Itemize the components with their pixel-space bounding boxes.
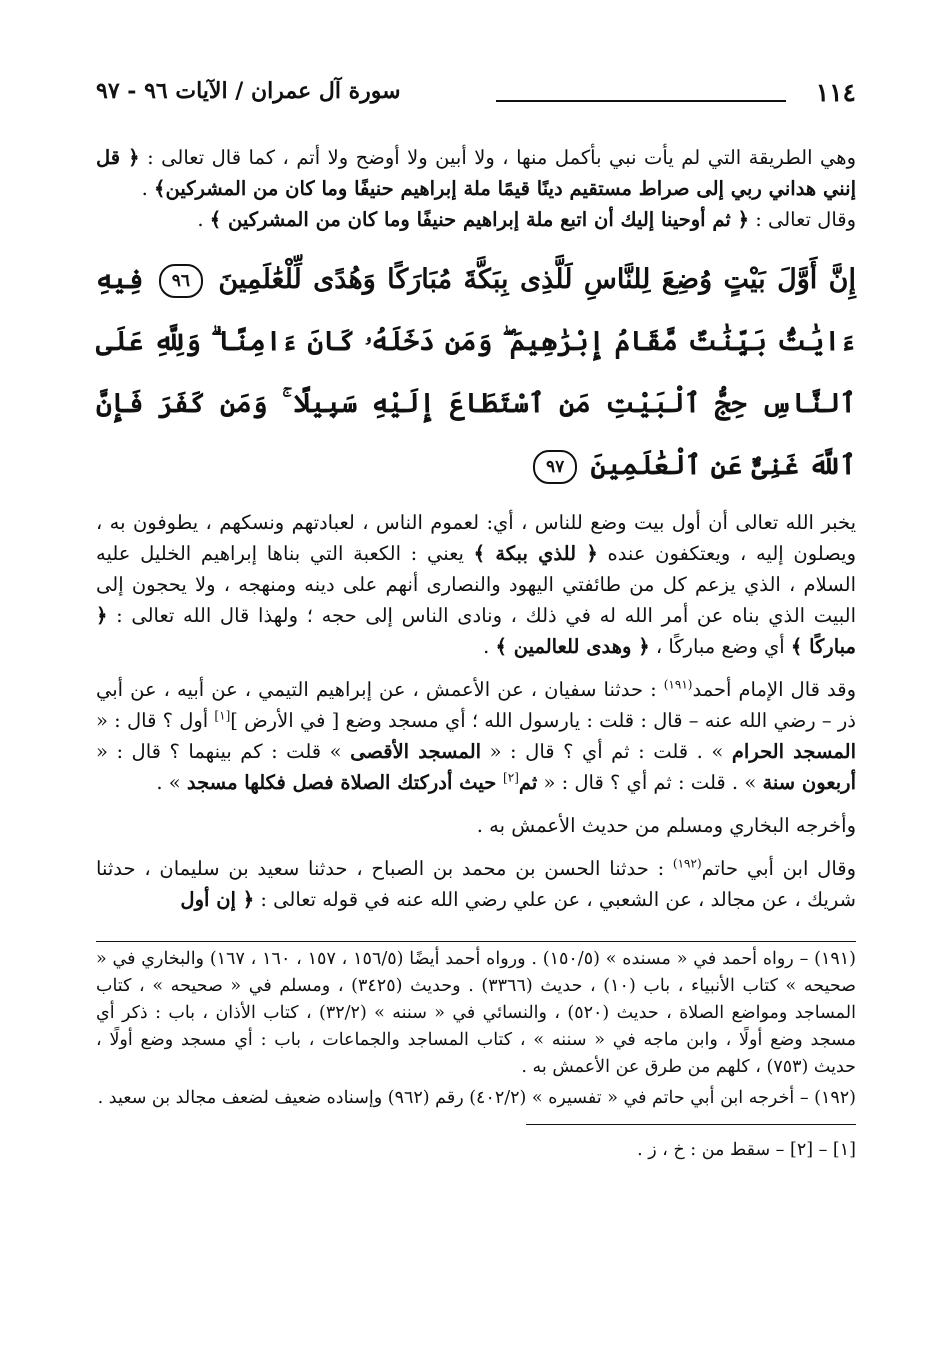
footnote-ref-191: (١٩١) [663,677,693,692]
footnote-ref-192: (١٩٢) [672,856,702,871]
footnote-192: (١٩٢) – أخرجه ابن أبي حاتم في « تفسيره » (٤٠٢/٢) رقم (٩٦٢) وإسناده ضعيف لضعف مجالد بن سعيد . [97,1088,856,1108]
commentary-text: يعني : الكعبة التي بناها إبراهيم الخليل عليه السلام ، الذي يزعم كل من طائفتي اليهود والنصارى أنهم على دينه ومنهجه ، ولا يحجون إلى البيت الذي بناه عن أمر الله له في ذلك ، ونادى الناس إلى حجه ؛ ولهذا قال الله تعالى : [96,542,856,627]
commentary-paragraph [96,507,856,662]
hadith-text: » . قلت : ثم أي ؟ قال : « [537,771,763,794]
hadith-text: : حدثنا الحسن بن محمد بن الصباح ، حدثنا سعيد بن سليمان ، حدثنا شريك ، عن مجالد ، عن الشعبي ، عن علي رضي الله عنه في قوله تعالى : [96,857,856,911]
intro-text: وقال تعالى : [749,208,856,231]
hadith-bold: ثم [518,771,538,794]
footnote-191: (١٩١) – رواه أحمد في « مسنده » (١٥٠/٥) . ورواه أحمد أيضًا (١٥٦/٥ ، ١٥٧ ، ١٦٠ ، ١٦٧) والبخاري في « صحيحه » كتاب الأنبياء ، باب (١٠) ، حديث (٣٣٦٦) . وحديث (٣٤٢٥) ، ومسلم في « صحيحه » ، كتاب المساجد ومواضع الصلاة ، حديث (٥٢٠) ، والنسائي في « سننه » (٣٢/٢) ، كتاب الأذان ، باب : ذكر أي مسجد وضع أولًا ، وابن ماجه في « سننه » ، كتاب المساجد والجماعات ، باب : أي مسجد وضع أولًا ، حديث (٧٥٣) ، كلهم من طرق عن الأعمش به . [96,949,856,1077]
intro-paragraph-1 [96,142,856,204]
hadith-text: » قلت : كم بينهما ؟ قال : « [96,740,351,763]
hadith-bold: أربعون سنة [762,771,856,794]
header-rule [496,100,786,102]
intro-text: وهي الطريقة التي لم يأت نبي بأكمل منها ، ولا أبين ولا أوضح ولا أتم ، كما قال تعالى : [139,146,856,169]
page [96,70,856,1320]
quran-quote: ﴿ ثم أوحينا إليك أن اتبع ملة إبراهيم حنيفًا وما كان من المشركين ﴾ [209,208,750,231]
intro-text-end: . [197,208,210,231]
critical-mark-1: [١] [214,708,231,723]
bukhari-note: وأخرجه البخاري ومسلم من حديث الأعمش به . [476,814,856,837]
verse-96-text: إِنَّ أَوَّلَ بَيْتٍ وُضِعَ لِلنَّاسِ لَلَّذِى بِبَكَّةَ مُبَارَكًا وَهُدًى لِّلْعَٰلَمِينَ [218,264,857,295]
hadith-ahmad-paragraph [96,674,856,798]
hadith-bold: المسجد الحرام [731,740,856,763]
hadith-text: وقال ابن أبي حاتم [701,857,856,880]
intro-text-end: . [141,177,155,200]
quran-quote: ﴿ مباركًا ﴾ [96,604,856,658]
verse-97-text: فِيهِ ءَايَٰتٌۢ بَيِّنَٰتٌ مَّقَامُ إِبْرَٰهِيمَ ۖ وَمَن دَخَلَهُۥ كَانَ ءَامِنًا ۗ وَلِلَّهِ عَلَى ٱلنَّاسِ حِجُّ ٱلْبَيْتِ مَنِ ٱسْتَطَاعَ إِلَيْهِ سَبِيلًا ۚ وَمَن كَفَرَ فَإِنَّ ٱللَّهَ غَنِىٌّ عَنِ ٱلْعَٰلَمِينَ [96,264,856,481]
header-title: سورة آل عمران / الآيات ٩٦ - ٩٧ [96,78,401,104]
hadith-bold: المسجد الأقصى [350,740,482,763]
quran-quote: ﴿ وهدى للعالمين ﴾ [495,635,650,658]
hadith-bold: حيث أدركتك الصلاة فصل فكلها مسجد [186,771,504,794]
quran-quote: ﴿ قل إنني هداني ربي إلى صراط مستقيم دينًا قيمًا ملة إبراهيم حنيفًا وما كان من المشركين﴾ [96,146,856,200]
hadith-ibn-abi-hatim-paragraph [96,853,856,915]
quran-quote: ﴿ للذي ببكة ﴾ [473,542,598,565]
running-header [96,70,856,110]
footnote-separator [96,941,856,942]
page-number: ١١٤ [815,78,856,107]
commentary-text: أي وضع مباركًا ، [649,635,791,658]
commentary-text: يخبر الله تعالى أن أول بيت وضع للناس ، أي: لعموم الناس ، لعبادتهم ونسكهم ، يطوفون به ، ويصلون إليه ، ويعتكفون عنده [96,511,856,565]
quran-verse [96,249,856,497]
intro-paragraph-2 [96,204,856,235]
commentary-text: . [483,635,496,658]
hadith-text: : حدثنا سفيان ، عن الأعمش ، عن إبراهيم التيمي ، عن أبيه ، عن أبي ذر – رضي الله عنه – قال : قلت : يارسول الله ؛ أي مسجد وضع [ في الأرض ] [96,678,856,732]
verse-number-96: ٩٦ [159,264,203,298]
hadith-text: » . قلت : ثم أي ؟ قال : « [481,740,732,763]
verse-number-97: ٩٧ [533,450,577,484]
critical-apparatus-note: [١] – [٢] – سقط من : خ ، ز . [637,1140,856,1160]
quran-quote: ﴿ إن أول [180,888,255,911]
hadith-text: أول ؟ قال : « [96,709,215,732]
critical-mark-2: [٢] [503,770,519,785]
hadith-text: وقد قال الإمام أحمد [692,678,856,701]
hadith-text: » . [156,771,187,794]
critical-apparatus-separator [526,1124,856,1125]
